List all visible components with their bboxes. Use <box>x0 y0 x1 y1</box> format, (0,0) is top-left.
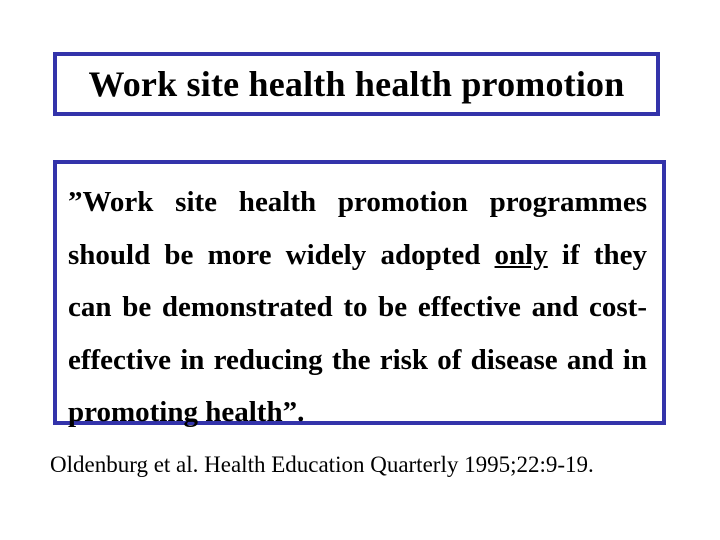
quote-emphasis: only <box>494 238 548 271</box>
quote-text <box>68 176 647 439</box>
quote-box <box>53 160 666 428</box>
quote-part-2: if they can be demonstrated to be effective and cost-effective in reducing the risk of disease and in promoting health”. <box>68 238 647 428</box>
slide-title: Work site health health promotion <box>88 64 625 104</box>
quote-part-1: ”Work site health promotion programmes should be more widely adopted <box>68 186 647 271</box>
citation: Oldenburg et al. Health Education Quarterly 1995;22:9-19. <box>50 452 594 477</box>
title-box <box>53 52 660 116</box>
